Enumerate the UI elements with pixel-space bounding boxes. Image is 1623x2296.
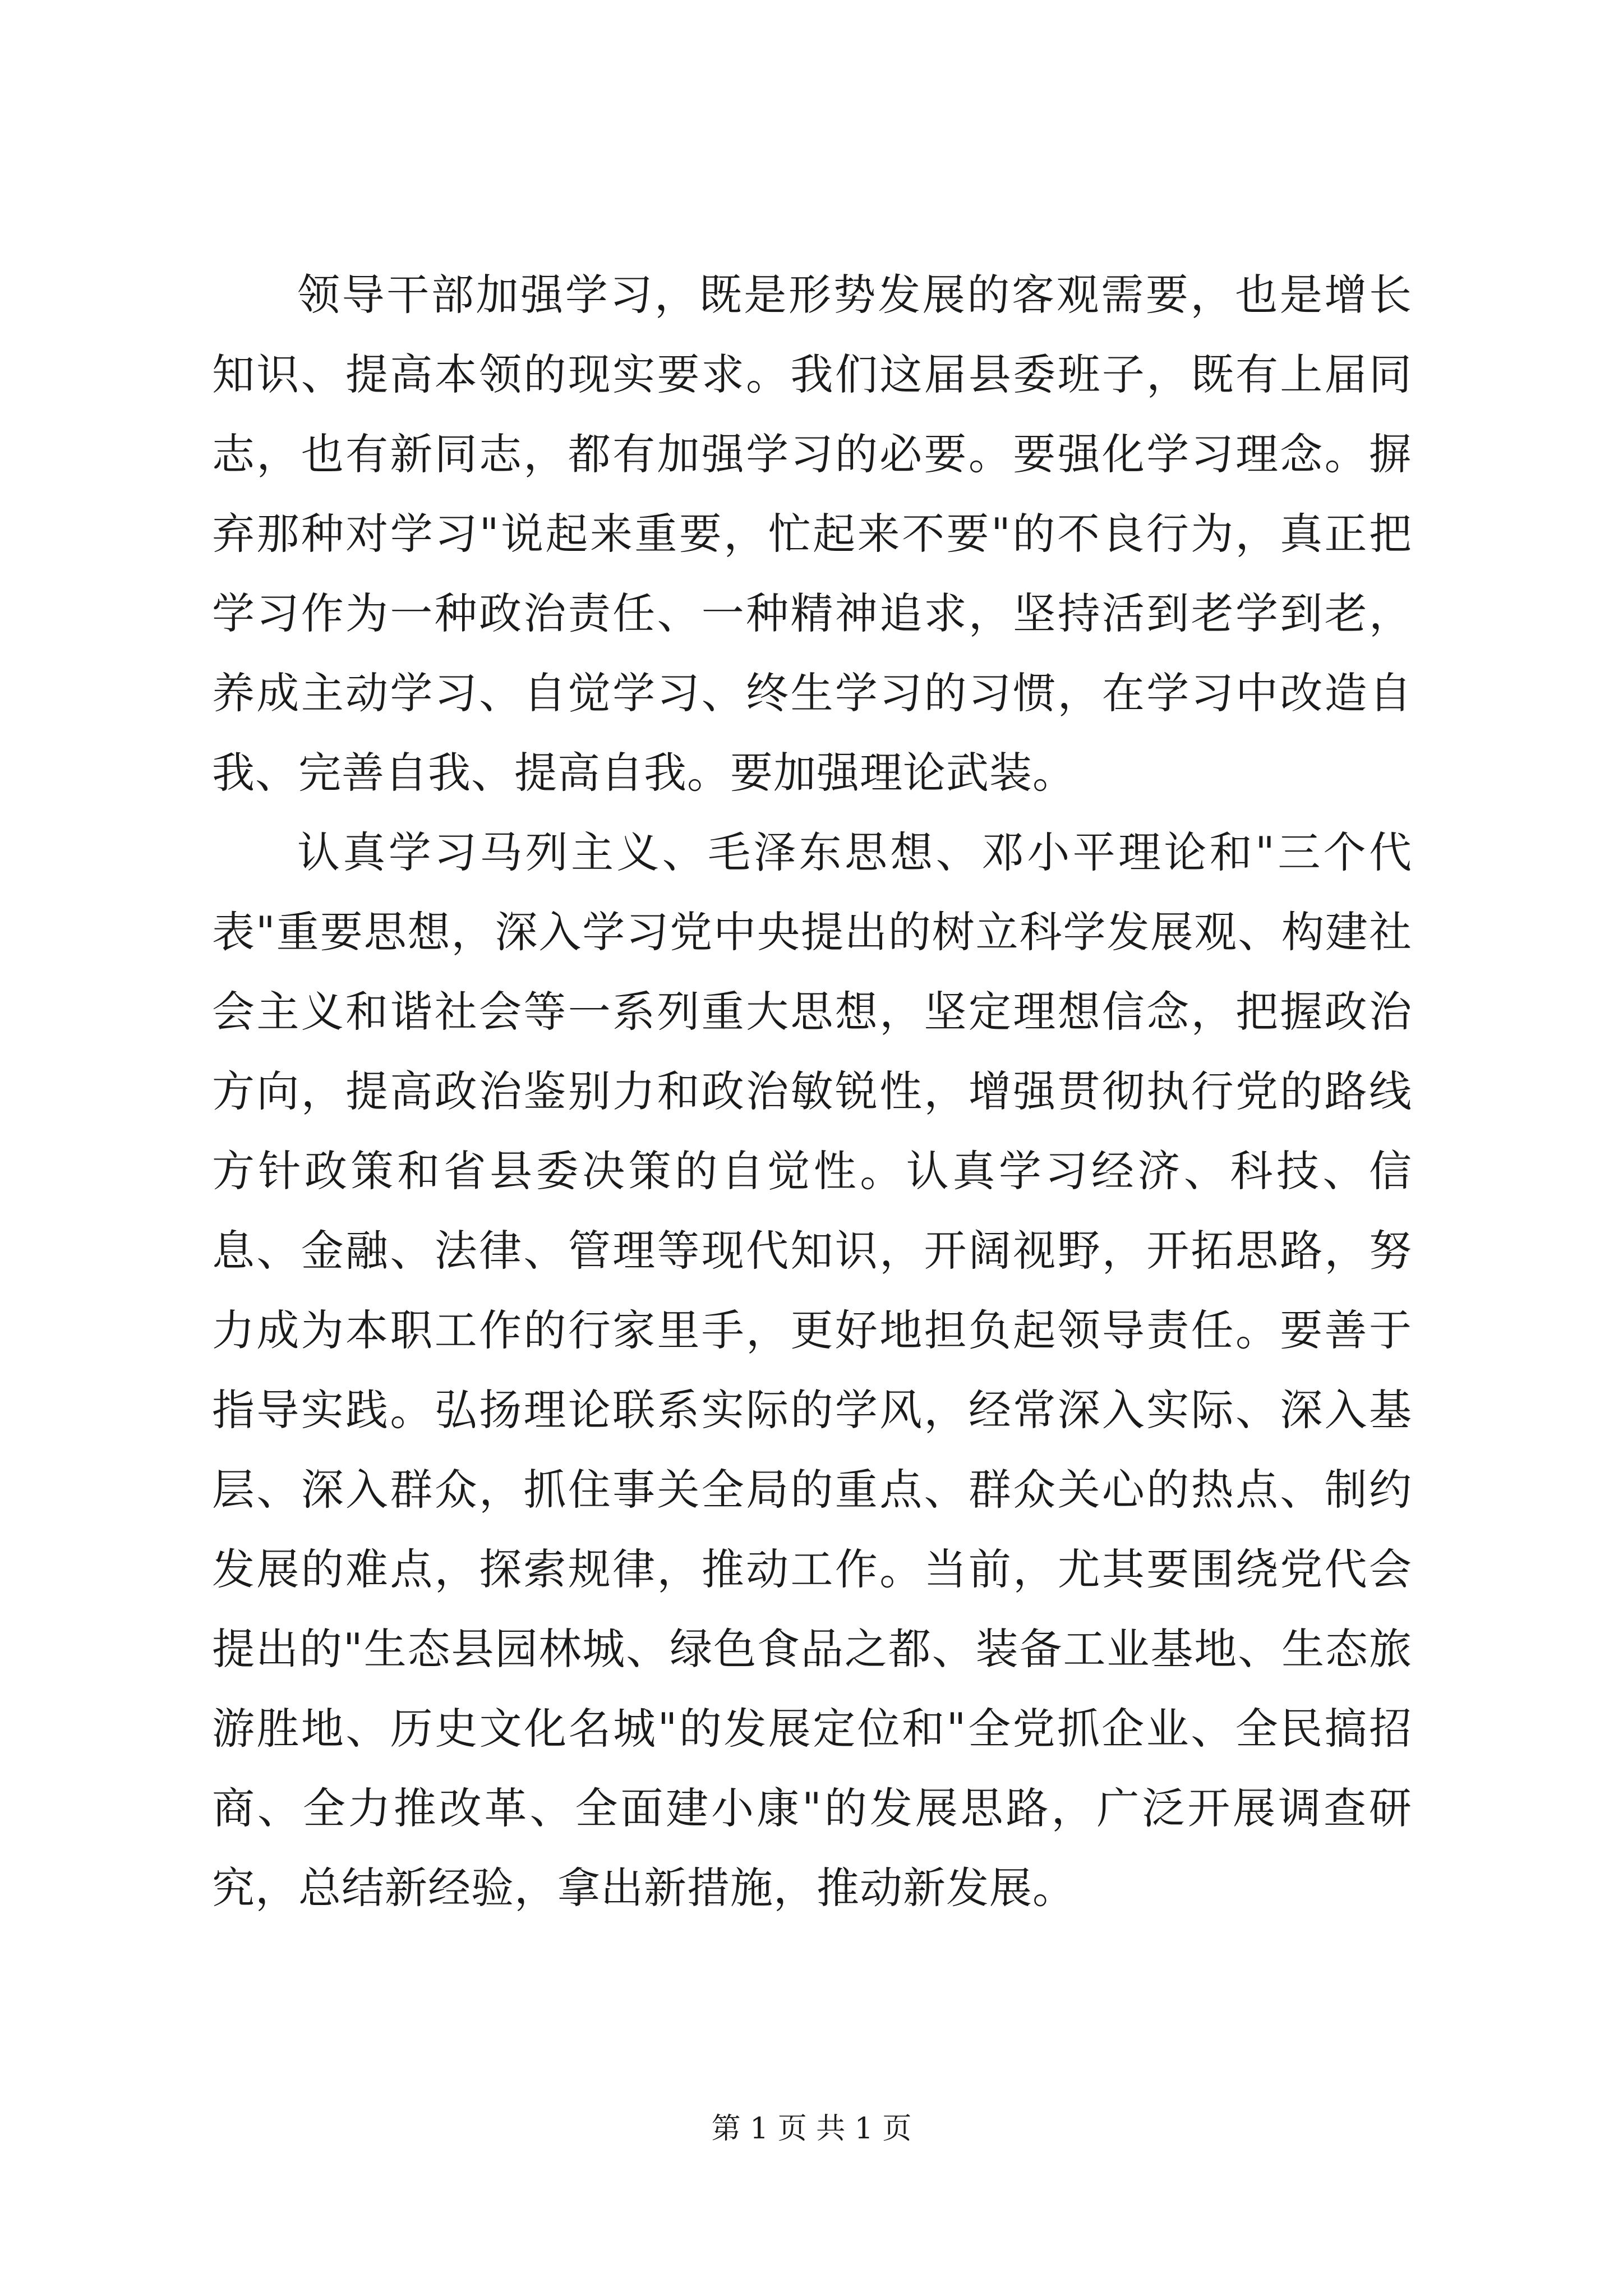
paragraph-2: 认真学习马列主义、毛泽东思想、邓小平理论和"三个代表"重要思想，深入学习党中央提出的树立科学发展观、构建社会主义和谐社会等一系列重大思想，坚定理想信念，把握政治方向，提高政治鉴别力和政治敏锐性，增强贯彻执行党的路线方针政策和省县委决策的自觉性。认真学习经济、科技、信息、金融、法律、管理等现代知识，开阔视野，开拓思路，努力成为本职工作的行家里手，更好地担负起领导责任。要善于指导实践。弘扬理论联系实际的学风，经常深入实际、深入基层、深入群众，抓住事关全局的重点、群众关心的热点、制约发展的难点，探索规律，推动工作。当前，尤其要围绕党代会提出的"生态县园林城、绿色食品之都、装备工业基地、生态旅游胜地、历史文化名城"的发展定位和"全党抓企业、全民搞招商、全力推改革、全面建小康"的发展思路，广泛开展调查研究，总结新经验，拿出新措施，推动新发展。 bbox=[212, 827, 1412, 1913]
document-body bbox=[212, 255, 1412, 1928]
paragraph-1: 领导干部加强学习，既是形势发展的客观需要，也是增长知识、提高本领的现实要求。我们这届县委班子，既有上届同志，也有新同志，都有加强学习的必要。要强化学习理念。摒弃那种对学习"说起来重要，忙起来不要"的不良行为，真正把学习作为一种政治责任、一种精神追求，坚持活到老学到老，养成主动学习、自觉学习、终生学习的习惯，在学习中改造自我、完善自我、提高自我。要加强理论武装。 bbox=[212, 270, 1412, 798]
page-number-label: 第 1 页 共 1 页 bbox=[711, 2112, 912, 2146]
page-footer bbox=[0, 2109, 1623, 2148]
